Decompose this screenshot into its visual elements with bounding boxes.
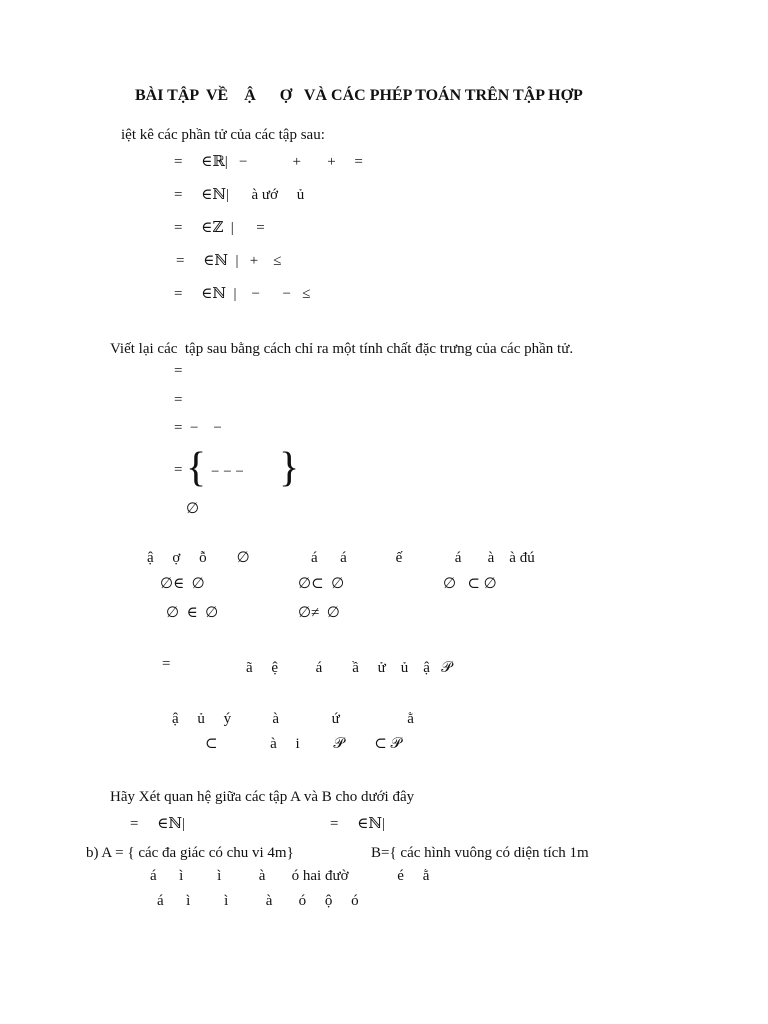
exercise-1-line-b: = ∈ℕ| à ướ ủ — [174, 187, 305, 203]
exercise-6-a-left: = ∈ℕ| — [130, 816, 186, 832]
exercise-2-line-c: = − − — [174, 420, 222, 436]
exercise-5-line-b: ⊂ à i 𝒫 ⊂ 𝒫 — [205, 736, 402, 752]
exercise-4-eq: = — [162, 656, 171, 672]
exercise-1-line-a: = ∈ℝ| − + + = — [174, 154, 363, 170]
exercise-6-c: á ì ì à ó hai đườ é ằ — [150, 868, 430, 884]
exercise-2-intro: Viết lại các tập sau bằng cách chỉ ra một tính chất đặc trưng của các phần tử. — [110, 341, 574, 357]
exercise-1-line-d: = ∈ℕ | + ≤ — [176, 253, 282, 269]
exercise-6-b-right: B={ các hình vuông có diện tích 1m — [371, 845, 589, 861]
exercise-3-intro-cont: á á ế á à à đú — [311, 550, 535, 566]
exercise-2-line-b: = — [174, 392, 183, 408]
exercise-3-item-c: ∅ ⊂ ∅ — [443, 576, 497, 592]
exercise-2-line-d: − − − — [211, 464, 244, 480]
right-brace: } — [279, 445, 300, 491]
exercise-1-line-e: = ∈ℕ | − − ≤ — [174, 286, 311, 302]
exercise-2-line-d-eq: = — [174, 462, 183, 478]
page-title: BÀI TẬP VỀ Ậ Ợ VÀ CÁC PHÉP TOÁN TRÊN TẬP HỢP — [135, 87, 583, 104]
exercise-6-a-right: = ∈ℕ| — [330, 816, 386, 832]
exercise-3-item-a: ∅∈ ∅ — [160, 576, 205, 592]
exercise-6-intro: Hãy Xét quan hệ giữa các tập A và B cho dưới đây — [110, 789, 415, 805]
exercise-3-intro: ậ ợ ỗ ∅ — [147, 550, 250, 566]
exercise-2-line-e: ∅ — [186, 501, 200, 517]
exercise-3-item-d: ∅ ∈ ∅ — [166, 605, 219, 621]
exercise-1-intro: iệt kê các phần tử của các tập sau: — [121, 127, 325, 143]
exercise-3-item-e: ∅≠ ∅ — [298, 605, 340, 621]
left-brace: { — [186, 445, 207, 491]
exercise-6-b-left: b) A = { các đa giác có chu vi 4m} — [86, 845, 294, 861]
exercise-6-d: á ì ì à ó ộ ó — [157, 893, 359, 909]
exercise-5-line-a: ậ ủ ý à ứ ằ — [172, 711, 414, 727]
exercise-2-line-a: = — [174, 363, 183, 379]
exercise-1-line-c: = ∈ℤ | = — [174, 220, 265, 236]
exercise-4-text: ã ệ á ầ ử ủ ậ 𝒫 — [246, 660, 452, 676]
exercise-3-item-b: ∅⊂ ∅ — [298, 576, 345, 592]
